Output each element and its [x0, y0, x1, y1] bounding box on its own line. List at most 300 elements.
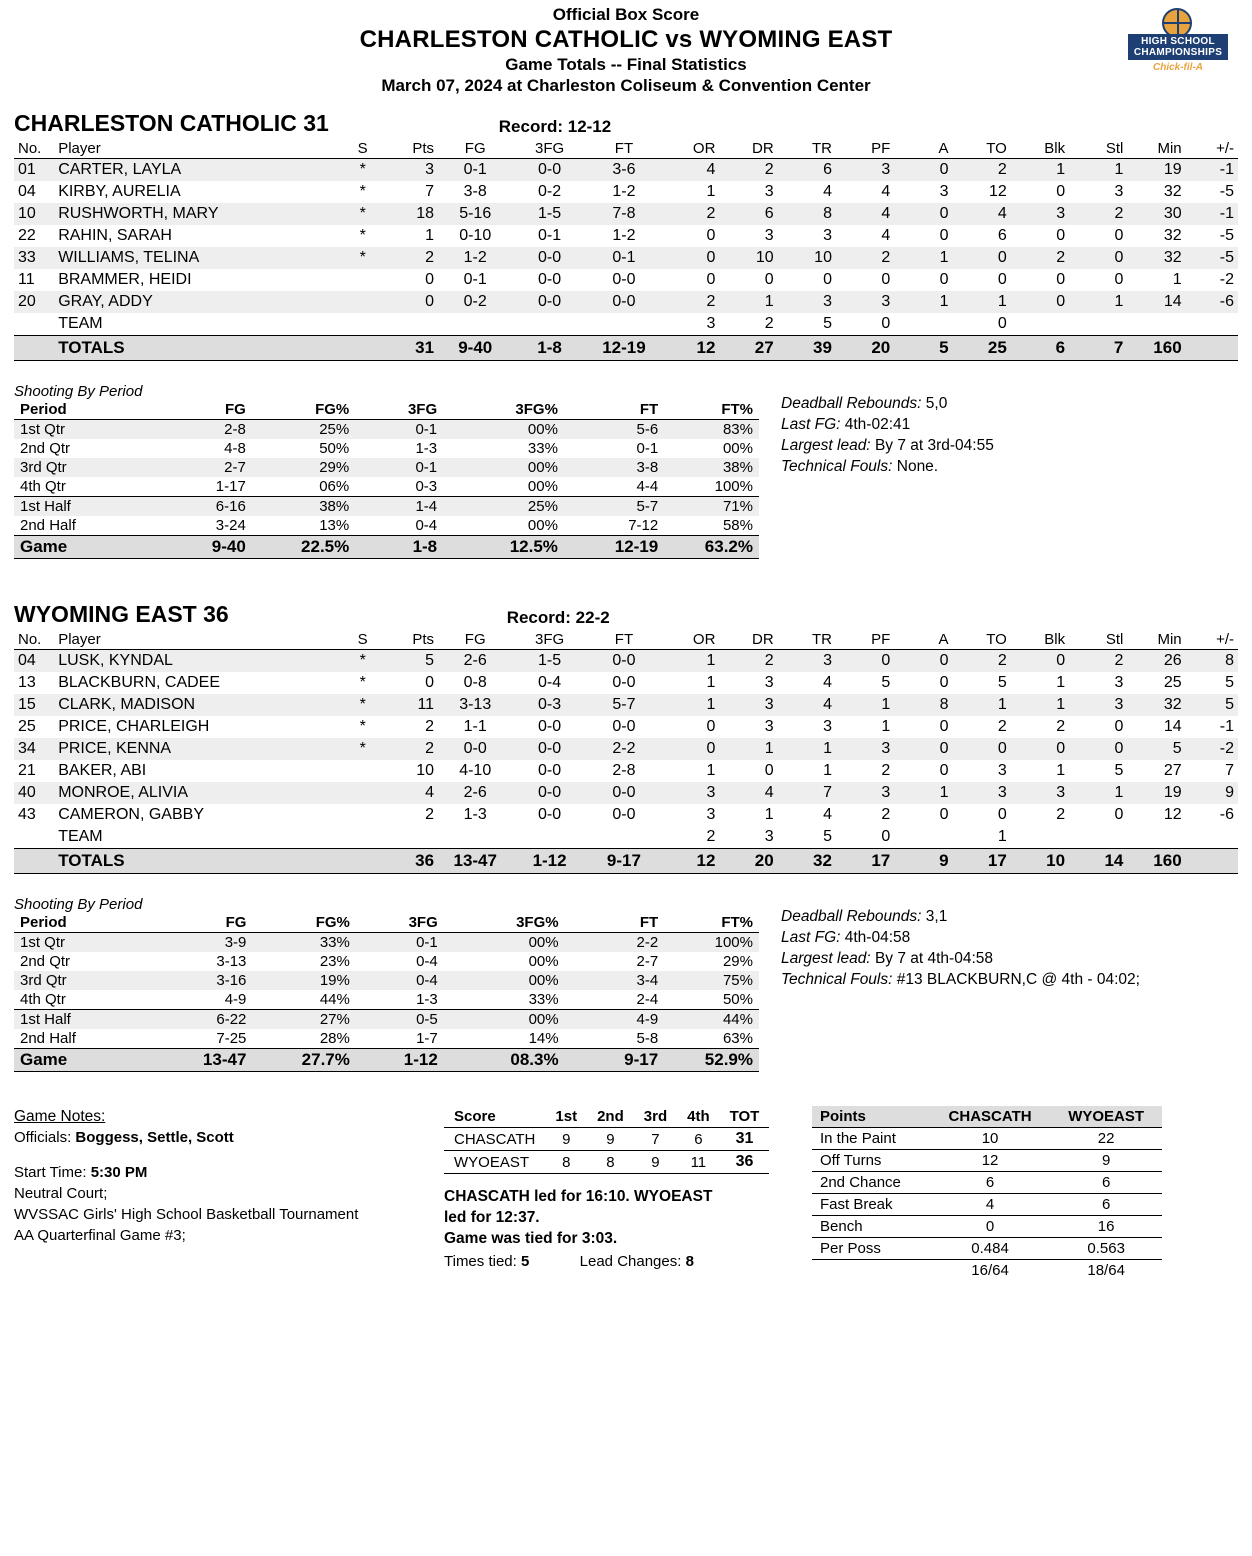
points-breakdown-block	[812, 1106, 1162, 1281]
cell-min: 19	[1127, 159, 1185, 182]
points-row	[812, 1150, 1162, 1172]
cell-fg: 0-0	[438, 738, 512, 760]
cell-ft: 12-19	[564, 536, 664, 559]
cell-min: 32	[1127, 694, 1185, 716]
score-header-row	[444, 1106, 769, 1128]
spacer	[14, 1148, 444, 1162]
cell-q2: 8	[587, 1151, 634, 1174]
cell-fg: 0-10	[459, 227, 492, 244]
cell-ft: 7-8	[587, 203, 661, 225]
cell-fg: 3-8	[463, 183, 487, 200]
cell-pf: 4	[836, 203, 894, 225]
cell-tr: 6	[778, 159, 836, 182]
cell-3fg: 0-0	[512, 782, 586, 804]
cell-pf: 0	[881, 271, 891, 288]
cell-3fg: 0-4	[415, 517, 438, 534]
col-wyoeast: WYOEAST	[1050, 1106, 1162, 1128]
cell-or: 2	[661, 203, 719, 225]
cell-q1: 9	[545, 1128, 587, 1151]
cell-plusminus: -2	[1219, 271, 1234, 288]
championship-logo	[1128, 8, 1228, 78]
cell-a: 0	[894, 203, 952, 225]
cell-to: 1	[953, 694, 1011, 716]
cell-pf: 2	[881, 806, 891, 823]
cell-starter	[346, 804, 380, 826]
cell-pf: 0	[836, 826, 894, 849]
cell-3fg: 0-3	[512, 694, 586, 716]
cell-plusminus: 7	[1225, 762, 1234, 779]
cell-pts: 31	[380, 336, 438, 361]
cell-team2: 22	[1050, 1128, 1162, 1150]
largest-lead-line	[781, 948, 1140, 969]
cell-min: 160	[1127, 849, 1185, 874]
cell-min: 27	[1163, 762, 1182, 779]
cell-ft: 3-8	[564, 458, 664, 477]
cell-plusminus: -1	[1186, 159, 1238, 182]
cell-3fgpct: 12.5%	[443, 536, 564, 559]
cell-period: 1st Qtr	[14, 933, 152, 953]
cell-fgpct: 44%	[319, 991, 350, 1008]
cell-ft: 1-2	[612, 183, 636, 200]
cell-3fgpct: 00%	[528, 953, 559, 970]
cell-stl: 2	[1069, 650, 1127, 673]
header-line-date-venue: March 07, 2024 at Charleston Coliseum & Convention Center	[381, 76, 871, 95]
cell-ft: 5-7	[587, 694, 661, 716]
cell-3fg: 0-0	[512, 247, 586, 269]
cell-blk: 0	[1056, 227, 1066, 244]
cell-3fgpct: 00%	[443, 458, 564, 477]
cell-tr: 8	[778, 203, 836, 225]
col-player: Player	[54, 630, 345, 650]
cell-dr: 0	[764, 271, 774, 288]
cell-starter: *	[346, 694, 380, 716]
cell-or: 0	[661, 738, 719, 760]
shooting-row	[14, 933, 759, 953]
points-row	[812, 1128, 1162, 1150]
cell-a: 0	[939, 271, 949, 288]
shooting-row-half	[14, 516, 759, 536]
cell-dr: 4	[719, 782, 777, 804]
col-plusminus: +/-	[1186, 630, 1238, 650]
col-stl: Stl	[1069, 139, 1127, 159]
cell-period: 2nd Qtr	[20, 953, 71, 970]
cell-ft: 1-2	[612, 227, 636, 244]
cell-player: TEAM	[54, 826, 345, 849]
cell-tr: 1	[823, 762, 832, 779]
cell-stl: 2	[1069, 203, 1127, 225]
cell-player: CARTER, LAYLA	[54, 159, 345, 182]
cell-ftpct: 63.2%	[664, 536, 759, 559]
cell-or: 1	[706, 674, 716, 691]
cell-ftpct: 29%	[722, 953, 753, 970]
col-player: Player	[54, 139, 345, 159]
cell-no: 11	[18, 271, 35, 288]
team1-name: CHARLESTON CATHOLIC 31	[14, 110, 329, 136]
col-points: Points	[812, 1106, 930, 1128]
cell-starter: *	[346, 203, 380, 225]
cell-blk: 3	[1011, 782, 1069, 804]
cell-ft: 2-8	[612, 762, 636, 779]
cell-ftpct: 71%	[664, 497, 759, 517]
cell-to: 2	[953, 650, 1011, 673]
cell-3fg: 0-1	[538, 227, 562, 244]
cell-ft: 9-17	[587, 849, 661, 874]
cell-player: PRICE, KENNA	[54, 738, 345, 760]
cell-or: 12	[661, 849, 719, 874]
deadball-rebounds-line	[781, 906, 1140, 927]
cell-fg: 3-16	[152, 971, 252, 990]
table-row	[14, 247, 1238, 269]
technical-fouls-label: Technical Fouls:	[781, 971, 893, 988]
table-row	[14, 804, 1238, 826]
cell-a: 9	[894, 849, 952, 874]
points-row	[812, 1216, 1162, 1238]
points-table	[812, 1106, 1162, 1281]
cell-team1: 10	[930, 1128, 1050, 1150]
table-row	[14, 203, 1238, 225]
cell-to: 6	[997, 227, 1007, 244]
times-tied-label: Times tied:	[444, 1253, 517, 1270]
cell-blk: 0	[1011, 738, 1069, 760]
cell-pts: 3	[380, 159, 438, 182]
cell-period: 1st Qtr	[14, 420, 152, 440]
cell-3fg: 0-0	[538, 271, 562, 288]
cell-plusminus: 9	[1186, 782, 1238, 804]
cell-to: 3	[997, 762, 1007, 779]
cell-fg: 3-13	[438, 694, 512, 716]
officials-label: Officials:	[14, 1129, 72, 1146]
cell-dr: 0	[764, 762, 774, 779]
cell-to: 3	[953, 782, 1011, 804]
col-fg: FG	[438, 630, 512, 650]
cell-q3: 7	[634, 1128, 677, 1151]
team2-shooting-table	[14, 913, 759, 1072]
cell-a: 0	[939, 674, 949, 691]
cell-plusminus: -5	[1219, 183, 1234, 200]
cell-or: 1	[661, 694, 719, 716]
cell-tr: 5	[778, 313, 836, 336]
cell-starter	[346, 269, 380, 291]
start-time-value: 5:30 PM	[90, 1164, 148, 1181]
cell-stl: 0	[1069, 738, 1127, 760]
cell-team1: 12	[930, 1150, 1050, 1172]
cell-q4: 11	[677, 1151, 720, 1174]
table-row	[14, 760, 1238, 782]
cell-ft: 5-7	[564, 497, 664, 517]
cell-or: 1	[706, 183, 716, 200]
team2-name: WYOMING EAST 36	[14, 601, 229, 627]
cell-tr: 3	[823, 718, 832, 735]
cell-q4: 6	[677, 1128, 720, 1151]
cell-dr: 10	[719, 247, 777, 269]
team2-box-table	[14, 630, 1238, 874]
cell-total: 36	[720, 1151, 770, 1174]
cell-a: 0	[894, 738, 952, 760]
cell-player: TOTALS	[54, 849, 345, 874]
cell-pf: 17	[836, 849, 894, 874]
cell-stl: 1	[1069, 159, 1127, 182]
col-fg: FG	[152, 400, 252, 420]
col-score: Score	[444, 1106, 545, 1128]
cell-3fgpct: 33%	[528, 991, 559, 1008]
cell-pf: 0	[836, 313, 894, 336]
col-4th: 4th	[677, 1106, 720, 1128]
cell-fg: 9-40	[152, 536, 252, 559]
cell-3fg: 0-0	[538, 762, 562, 779]
col-3fgpct: 3FG%	[444, 913, 565, 933]
cell-player: RAHIN, SARAH	[58, 227, 172, 244]
cell-period: 3rd Qtr	[14, 971, 152, 990]
cell-pf: 3	[836, 782, 894, 804]
cell-plusminus: -5	[1186, 247, 1238, 269]
col-ft: FT	[565, 913, 665, 933]
table-row	[14, 650, 1238, 673]
col-fgpct: FG%	[252, 913, 355, 933]
cell-fgpct: 22.5%	[252, 536, 355, 559]
deadball-value: 5,0	[925, 395, 948, 412]
cell-plusminus: -6	[1219, 806, 1234, 823]
logo-sponsor-text: Chick-fil-A	[1153, 62, 1203, 73]
col-ft: FT	[587, 139, 661, 159]
largest-lead-label: Largest lead:	[781, 437, 871, 454]
cell-pts: 36	[380, 849, 438, 874]
cell-blk: 0	[1011, 291, 1069, 313]
cell-plusminus: 5	[1186, 694, 1238, 716]
cell-dr: 2	[719, 313, 777, 336]
cell-ft: 9-17	[565, 1049, 665, 1072]
col-blk: Blk	[1011, 630, 1069, 650]
cell-3fgpct: 33%	[527, 440, 558, 457]
cell-fg: 2-6	[438, 650, 512, 673]
col-chascath: CHASCATH	[930, 1106, 1050, 1128]
deadball-value: 3,1	[925, 908, 948, 925]
cell-pf: 20	[836, 336, 894, 361]
points-header-row	[812, 1106, 1162, 1128]
cell-ftpct: 75%	[664, 971, 759, 990]
tied-and-changes-line	[444, 1253, 794, 1270]
cell-to: 0	[953, 738, 1011, 760]
cell-label: In the Paint	[812, 1128, 930, 1150]
cell-tr: 32	[778, 849, 836, 874]
cell-ftpct: 00%	[722, 440, 753, 457]
cell-fg: 0-1	[463, 271, 487, 288]
cell-fg: 2-7	[152, 458, 252, 477]
cell-min: 14	[1127, 291, 1185, 313]
shooting-row	[14, 420, 759, 440]
totals-row	[14, 336, 1238, 361]
cell-to: 1	[953, 826, 1011, 849]
cell-pf: 4	[881, 227, 891, 244]
cell-plusminus: 5	[1225, 674, 1234, 691]
team2-title-row	[14, 601, 1238, 628]
cell-blk: 3	[1011, 203, 1069, 225]
cell-stl: 0	[1114, 227, 1124, 244]
cell-starter: *	[346, 650, 380, 673]
cell-label: Per Poss	[812, 1238, 930, 1260]
cell-plusminus: 8	[1186, 650, 1238, 673]
cell-tr: 39	[778, 336, 836, 361]
cell-a: 8	[894, 694, 952, 716]
cell-ft: 0-1	[636, 440, 659, 457]
cell-period: Game	[14, 536, 152, 559]
cell-starter: *	[359, 674, 366, 691]
cell-to: 4	[953, 203, 1011, 225]
deadball-label: Deadball Rebounds:	[781, 395, 922, 412]
lead-line-2: led for 12:37.	[444, 1209, 540, 1226]
lastfg-value: 4th-04:58	[844, 929, 911, 946]
cell-fg: 4-9	[224, 991, 247, 1008]
team1-header-row	[14, 139, 1238, 159]
cell-pts: 5	[380, 650, 438, 673]
cell-ft: 2-2	[565, 933, 665, 953]
cell-fgpct: 50%	[319, 440, 350, 457]
shooting-row	[14, 477, 759, 497]
cell-3fg: 0-1	[355, 458, 443, 477]
cell-blk: 1	[1011, 694, 1069, 716]
cell-team1: 6	[930, 1172, 1050, 1194]
cell-min: 19	[1127, 782, 1185, 804]
cell-or: 0	[661, 247, 719, 269]
cell-ftpct: 100%	[714, 478, 753, 495]
col-2nd: 2nd	[587, 1106, 634, 1128]
cell-a: 0	[939, 806, 949, 823]
cell-ft: 0-0	[587, 291, 661, 313]
largest-lead-value: By 7 at 4th-04:58	[874, 950, 993, 967]
cell-ftpct: 38%	[664, 458, 759, 477]
cell-min: 14	[1163, 718, 1182, 735]
cell-ftpct: 63%	[722, 1030, 753, 1047]
deadball-label: Deadball Rebounds:	[781, 908, 922, 925]
cell-blk: 2	[1056, 718, 1066, 735]
cell-blk	[1011, 826, 1069, 849]
shooting-row-game	[14, 1049, 759, 1072]
cell-3fg: 0-1	[355, 420, 443, 440]
cell-no	[14, 826, 54, 849]
cell-player: BRAMMER, HEIDI	[58, 271, 192, 288]
cell-3fg	[512, 826, 586, 849]
team1-box-table	[14, 139, 1238, 361]
cell-stl: 0	[1114, 271, 1124, 288]
cell-pf: 3	[836, 738, 894, 760]
cell-starter: *	[359, 718, 366, 735]
col-or: OR	[661, 139, 719, 159]
cell-ftpct: 83%	[664, 420, 759, 440]
cell-a: 0	[939, 762, 949, 779]
shooting-row-half	[14, 1010, 759, 1030]
cell-plusminus	[1186, 849, 1238, 874]
cell-tr: 1	[778, 738, 836, 760]
col-3fg: 3FG	[512, 630, 586, 650]
cell-dr: 1	[719, 291, 777, 313]
cell-blk: 1	[1056, 674, 1066, 691]
cell-ft: 0-1	[587, 247, 661, 269]
cell-or: 1	[706, 762, 716, 779]
cell-blk: 0	[1056, 183, 1066, 200]
cell-fg: 1-2	[438, 247, 512, 269]
cell-to: 0	[997, 806, 1007, 823]
cell-3fg: 0-4	[356, 971, 444, 990]
cell-no	[14, 313, 54, 336]
cell-fg	[438, 313, 512, 336]
lead-changes-label: Lead Changes:	[579, 1253, 682, 1270]
shooting-caption: Shooting By Period	[14, 896, 143, 913]
lastfg-label: Last FG:	[781, 929, 841, 946]
cell-3fgpct: 00%	[444, 1010, 565, 1030]
cell-no: 13	[18, 674, 36, 691]
cell-min: 25	[1163, 674, 1182, 691]
cell-team2: 18/64	[1087, 1262, 1125, 1279]
cell-plusminus	[1186, 313, 1238, 336]
cell-to: 17	[953, 849, 1011, 874]
cell-ftpct: 44%	[664, 1010, 759, 1030]
cell-fgpct: 25%	[252, 420, 355, 440]
cell-min: 12	[1163, 806, 1182, 823]
cell-or: 0	[706, 227, 716, 244]
cell-ft: 0-0	[612, 674, 636, 691]
last-fg-line	[781, 927, 1140, 948]
game-number-line: AA Quarterfinal Game #3;	[14, 1227, 186, 1244]
table-row	[14, 672, 1238, 694]
col-pf: PF	[836, 139, 894, 159]
cell-period: 3rd Qtr	[14, 458, 152, 477]
col-3rd: 3rd	[634, 1106, 677, 1128]
cell-tr: 3	[823, 227, 832, 244]
cell-or: 4	[661, 159, 719, 182]
cell-3fg: 0-4	[416, 953, 438, 970]
cell-team2: 6	[1050, 1172, 1162, 1194]
points-row	[812, 1238, 1162, 1260]
table-row	[14, 738, 1238, 760]
cell-plusminus: -6	[1186, 291, 1238, 313]
col-3fgpct: 3FG%	[443, 400, 564, 420]
cell-or: 3	[706, 806, 716, 823]
cell-ft	[587, 313, 661, 336]
cell-no: 21	[18, 762, 36, 779]
col-or: OR	[661, 630, 719, 650]
cell-a: 0	[939, 718, 949, 735]
col-no: No.	[14, 630, 54, 650]
cell-3fg: 1-3	[415, 440, 438, 457]
cell-3fg: 0-0	[512, 159, 586, 182]
cell-3fgpct: 00%	[444, 971, 565, 990]
cell-fg: 4-8	[224, 440, 246, 457]
col-ft: FT	[587, 630, 661, 650]
cell-3fg: 0-0	[538, 806, 562, 823]
col-no: No.	[14, 139, 54, 159]
cell-min: 26	[1127, 650, 1185, 673]
cell-stl: 0	[1114, 806, 1124, 823]
technical-fouls-value: #13 BLACKBURN,C @ 4th - 04:02;	[896, 971, 1140, 988]
score-row	[444, 1128, 769, 1151]
cell-ft: 0-0	[612, 718, 636, 735]
cell-pf: 4	[881, 183, 891, 200]
cell-label: 2nd Chance	[812, 1172, 930, 1194]
cell-3fg: 1-5	[512, 650, 586, 673]
cell-3fgpct: 00%	[527, 517, 558, 534]
cell-period: 4th Qtr	[20, 991, 66, 1008]
cell-player: WILLIAMS, TELINA	[54, 247, 345, 269]
col-ftpct: FT%	[664, 400, 759, 420]
cell-3fg: 1-7	[416, 1030, 438, 1047]
cell-to: 25	[953, 336, 1011, 361]
cell-3fg: 0-4	[538, 674, 562, 691]
cell-to: 0	[997, 271, 1007, 288]
cell-no: 40	[14, 782, 54, 804]
cell-team: CHASCATH	[444, 1128, 545, 1151]
team1-shooting-table	[14, 400, 759, 559]
cell-fg: 13-47	[438, 849, 512, 874]
cell-team2: 16	[1050, 1216, 1162, 1238]
